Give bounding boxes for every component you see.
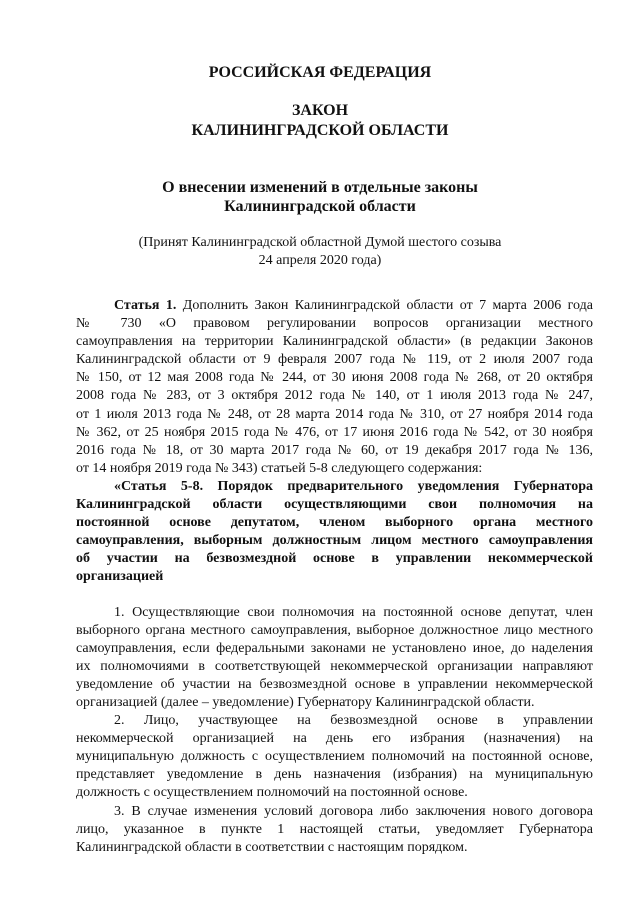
adoption-note	[0, 234, 640, 270]
body-line: от 14 ноября 2019 года № 343) статьей 5-8 следующего содержания:	[76, 460, 483, 476]
heading-line: Калининградской области осуществляющими свои полномочия на	[76, 497, 593, 513]
spacer	[76, 587, 593, 604]
body-line: самоуправления на территории Калининградской области» (в редакции Законов	[76, 334, 593, 350]
paragraph-3	[76, 803, 593, 857]
law-title	[0, 178, 640, 216]
body-line: Калининградской области от 9 февраля 2007 года № 119, от 2 июля 2007 года	[76, 352, 593, 368]
paragraph-1	[76, 604, 593, 713]
body-line: уведомление об участии на безвозмездной основе в управлении некоммерческой	[76, 676, 593, 692]
law-title-line: Калининградской области	[224, 198, 416, 215]
body-line: лицо, указанное в пункте 1 настоящей статьи, уведомляет Губернатора	[76, 821, 593, 837]
body-line: муниципальную должность с осуществлением полномочий на постоянной основе,	[76, 749, 593, 765]
region-heading: КАЛИНИНГРАДСКОЙ ОБЛАСТИ	[191, 122, 449, 139]
body-line: некоммерческой организацией на день его избрания (назначения) на	[76, 731, 593, 747]
body-line	[76, 297, 593, 315]
heading-line: об участии на безвозмездной основе в управлении некоммерческой	[76, 551, 593, 567]
article-1-label: Статья 1.	[114, 298, 177, 313]
article-5-8-heading	[76, 478, 593, 587]
heading-line: самоуправления, выборным должностным лицом местного самоуправления	[76, 533, 593, 549]
body-line: организацией (далее – уведомление) Губернатору Калининградской области.	[76, 694, 535, 710]
heading-line: организацией	[76, 569, 164, 585]
heading-line: «Статья 5-8. Порядок предварительного уведомления Губернатора	[114, 478, 593, 494]
adoption-line: 24 апреля 2020 года)	[258, 253, 382, 268]
country-heading: РОССИЙСКАЯ ФЕДЕРАЦИЯ	[208, 64, 432, 81]
body-line: 2016 года № 18, от 30 марта 2017 года № 60, от 19 декабря 2017 года № 136,	[76, 442, 593, 458]
body-line: от 1 июля 2013 года № 248, от 28 марта 2014 года № 310, от 27 ноября 2014 года	[76, 406, 593, 422]
body-line: самоуправления, если федеральными законами не установлено иное, до наделения	[76, 640, 593, 656]
body-line: представляет уведомление в день назначения (избрания) на муниципальную	[76, 767, 593, 783]
body-line: Калининградской области в соответствии с настоящим порядком.	[76, 839, 468, 855]
law-title-line: О внесении изменений в отдельные законы	[162, 179, 478, 196]
document-type-heading: ЗАКОН	[291, 102, 349, 119]
body-line: выборного органа местного самоуправления, выборное должностное лицо местного	[76, 622, 593, 638]
body-line: 2008 года № 283, от 3 октября 2012 года № 140, от 1 июля 2013 года № 247,	[76, 388, 593, 404]
body-line: № 150, от 12 мая 2008 года № 244, от 30 июня 2008 года № 268, от 20 октября	[76, 370, 593, 386]
heading-line: постоянной основе депутатом, членом выборного органа местного	[76, 515, 593, 531]
document-body	[76, 297, 593, 857]
body-line: 3. В случае изменения условий договора либо заключения нового договора	[114, 803, 593, 819]
body-line: должность с осуществлением полномочий на постоянной основе.	[76, 785, 468, 801]
body-line: 2. Лицо, участвующее на безвозмездной основе в управлении	[114, 713, 593, 729]
article-1	[76, 297, 593, 478]
body-line: их полномочиями в соответствующей некоммерческой организации направляют	[76, 658, 593, 674]
body-line-text: Дополнить Закон Калининградской области от 7 марта 2006 года	[176, 298, 593, 313]
body-line: 1. Осуществляющие свои полномочия на постоянной основе депутат, член	[114, 604, 593, 620]
body-line: № 362, от 25 ноября 2015 года № 476, от 17 июня 2016 года № 542, от 30 ноября	[76, 424, 593, 440]
adoption-line: (Принят Калининградской областной Думой шестого созыва	[138, 235, 502, 250]
body-line: № 730 «О правовом регулировании вопросов организации местного	[76, 316, 593, 332]
paragraph-2	[76, 712, 593, 802]
